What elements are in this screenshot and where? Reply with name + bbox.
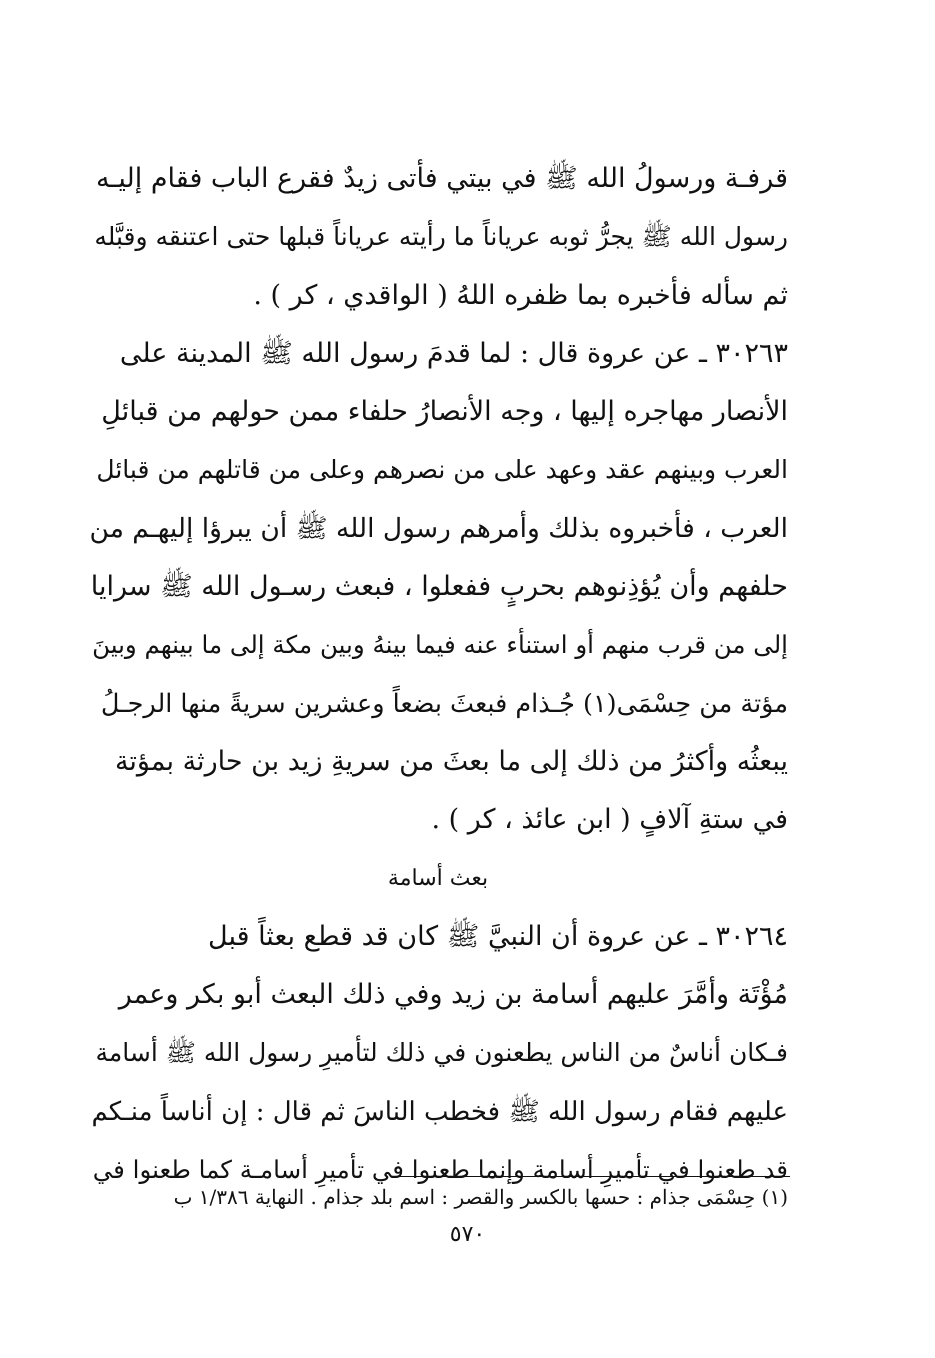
section-heading: بعث أسامة [387,865,489,891]
text-line: ٣٠٢٦٤ ـ عن عروة أن النبيَّ ﷺ كان قد قطع بعثاً قبل [208,920,788,952]
text-line: قرفـة ورسولُ الله ﷺ في بيتي فأتى زيدٌ فقرع الباب فقام إليـه [96,163,788,194]
text-line: في ستةِ آلافٍ ( ابن عائذ ، كر ) . [431,804,788,836]
text-line: فـكان أناسٌ من الناس يطعنون في ذلك لتأميرِ رسول الله ﷺ أسامة [95,1038,788,1068]
text-line: العرب وبينهم عقد وعهد على من نصرهم وعلى من قاتلهم من قبائل [96,455,788,485]
text-line: مؤتة من حِسْمَى(١) جُـذام فبعثَ بضعاً وعشرين سريةً منها الرجـلُ [100,688,788,719]
text-line: حلفهم وأن يُؤذِنوهم بحربٍ ففعلوا ، فبعث رسـول الله ﷺ سرايا [90,571,788,603]
text-line: الأنصار مهاجره إليها ، وجه الأنصارُ حلفاء ممن حولهم من قبائلِ [101,396,788,428]
text-line: مُؤْتَة وأمَّرَ عليهم أسامة بن زيد وفي ذلك البعث أبو بكر وعمر [118,979,788,1011]
text-line: عليهم فقام رسول الله ﷺ فخطب الناسَ ثم قال : إن أناساً منـكم [91,1096,788,1127]
text-line: رسول الله ﷺ يجرُّ ثوبه عرياناً ما رأيته عرياناً قبلها حتى اعتنقه وقبَّله [94,222,788,252]
text-line: إلى من قرب منهم أو استنأء عنه فيما بينهُ وبين مكة إلى ما بينهم وبينَ [92,630,788,660]
text-line: العرب ، فأخبروه بذلك وأمرهم رسول الله ﷺ أن يبرؤا إليهـم من [89,512,788,544]
footnote-divider [395,1176,790,1177]
main-text [88,150,788,1199]
text-line: ٣٠٢٦٣ ـ عن عروة قال : لما قدمَ رسول الله ﷺ المدينة على [119,337,788,369]
text-line: يبعثُه وأكثرُ من ذلك إلى ما بعثَ من سريةِ زيد بن حارثة بمؤتة [114,745,788,777]
page-number: ٥٧٠ [449,1222,486,1247]
text-line: قد طعنوا في تأميرِ أسامة وإنما طعنوا في تأميرِ أسامـة كما طعنوا في [92,1155,788,1185]
text-line: ثم سأله فأخبره بما ظفره اللهُ ( الواقدي ، كر ) . [253,279,788,311]
footnote: (١) حِسْمَى جذام : حسها بالكسر والقصر : اسم بلد جذام . النهاية ١/٣٨٦ ب [173,1185,788,1209]
